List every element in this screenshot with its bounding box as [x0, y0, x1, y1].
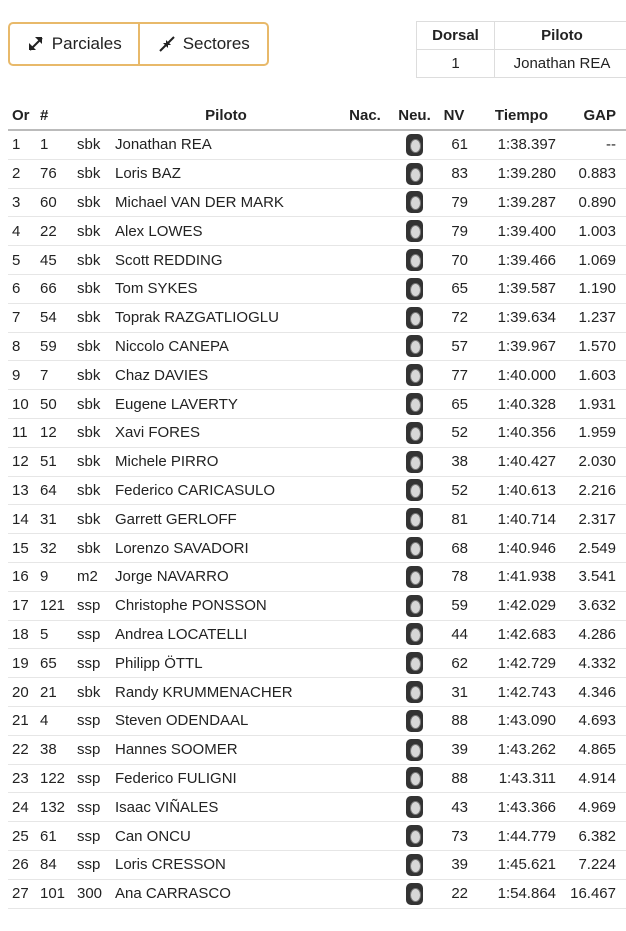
cell-gap: 2.030	[578, 453, 616, 471]
tyre-icon	[406, 652, 423, 674]
cell-rider: Federico FULIGNI	[115, 769, 237, 787]
cell-tyre	[393, 710, 436, 732]
cell-pos: 15	[12, 539, 29, 557]
cell-tyre	[393, 479, 436, 501]
cell-time: 1:40.613	[497, 481, 556, 499]
table-row[interactable]	[8, 649, 626, 678]
cell-number: 32	[40, 539, 57, 557]
tyre-icon	[406, 422, 423, 444]
cell-class: ssp	[77, 769, 101, 787]
cell-laps: 81	[451, 510, 468, 528]
tyre-icon	[406, 796, 423, 818]
table-row[interactable]	[8, 765, 626, 794]
cell-class: ssp	[77, 856, 101, 874]
cell-rider: Andrea LOCATELLI	[115, 625, 248, 643]
cell-gap: 4.693	[578, 712, 616, 730]
table-row[interactable]	[8, 275, 626, 304]
cell-tyre	[393, 191, 436, 213]
cell-number: 9	[40, 568, 49, 586]
cell-rider: Federico CARICASULO	[115, 481, 276, 499]
cell-time: 1:40.356	[497, 424, 556, 442]
cell-gap: 1.190	[578, 280, 616, 298]
cell-class: sbk	[77, 539, 101, 557]
table-row[interactable]	[8, 880, 626, 909]
cell-rider: Scott REDDING	[115, 251, 223, 269]
cell-rider: Toprak RAZGATLIOGLU	[115, 309, 279, 327]
table-row[interactable]	[8, 217, 626, 246]
cell-tyre	[393, 220, 436, 242]
cell-pos: 18	[12, 625, 29, 643]
cell-class: 300	[77, 885, 103, 903]
cell-tyre	[393, 681, 436, 703]
cell-tyre	[393, 566, 436, 588]
cell-tyre	[393, 307, 436, 329]
cell-gap: 7.224	[578, 856, 616, 874]
cell-laps: 65	[451, 280, 468, 298]
tyre-icon	[406, 739, 423, 761]
cell-gap: 2.317	[578, 510, 616, 528]
cell-pos: 26	[12, 856, 29, 874]
cell-laps: 88	[451, 712, 468, 730]
table-row[interactable]	[8, 246, 626, 275]
cell-pos: 8	[12, 337, 21, 355]
tyre-icon	[406, 134, 423, 156]
cell-laps: 79	[451, 193, 468, 211]
cell-time: 1:43.262	[497, 741, 556, 759]
cell-number: 5	[40, 625, 49, 643]
cell-laps: 38	[451, 453, 468, 471]
cell-class: ssp	[77, 597, 101, 615]
cell-number: 122	[40, 769, 66, 787]
cell-time: 1:40.427	[497, 453, 556, 471]
header-nv[interactable]: NV	[443, 107, 465, 124]
cell-laps: 62	[451, 654, 468, 672]
cell-laps: 78	[451, 568, 468, 586]
cell-pos: 5	[12, 251, 21, 269]
table-row[interactable]	[8, 822, 626, 851]
cell-time: 1:40.000	[497, 366, 556, 384]
cell-class: sbk	[77, 481, 101, 499]
cell-number: 66	[40, 280, 57, 298]
cell-time: 1:39.287	[497, 193, 556, 211]
cell-rider: Isaac VIÑALES	[115, 798, 219, 816]
tyre-icon	[406, 566, 423, 588]
header-nac[interactable]: Nac.	[349, 107, 381, 124]
header-num[interactable]: #	[40, 107, 49, 124]
summary-dorsal: 1	[417, 50, 495, 78]
tyre-icon	[406, 854, 423, 876]
cell-pos: 21	[12, 712, 29, 730]
cell-laps: 68	[451, 539, 468, 557]
cell-laps: 59	[451, 597, 468, 615]
table-row[interactable]	[8, 505, 626, 534]
table-row[interactable]	[8, 793, 626, 822]
cell-laps: 52	[451, 424, 468, 442]
cell-number: 65	[40, 654, 57, 672]
compress-arrows-icon	[157, 34, 177, 54]
cell-class: ssp	[77, 654, 101, 672]
cell-rider: Lorenzo SAVADORI	[115, 539, 249, 557]
tyre-icon	[406, 364, 423, 386]
cell-gap: 0.883	[578, 165, 616, 183]
header-tiempo[interactable]: Tiempo	[494, 107, 548, 124]
tyre-icon	[406, 681, 423, 703]
cell-gap: 2.549	[578, 539, 616, 557]
cell-class: ssp	[77, 625, 101, 643]
cell-pos: 4	[12, 222, 21, 240]
cell-time: 1:42.683	[497, 625, 556, 643]
cell-number: 84	[40, 856, 57, 874]
table-row[interactable]	[8, 333, 626, 362]
cell-tyre	[393, 854, 436, 876]
cell-tyre	[393, 163, 436, 185]
tyre-icon	[406, 451, 423, 473]
cell-class: sbk	[77, 683, 101, 701]
cell-tyre	[393, 623, 436, 645]
cell-class: sbk	[77, 136, 101, 154]
cell-gap: 1.603	[578, 366, 616, 384]
cell-time: 1:43.311	[498, 769, 556, 787]
cell-gap: 16.467	[570, 885, 616, 903]
cell-gap: 1.237	[578, 309, 616, 327]
cell-number: 38	[40, 741, 57, 759]
cell-class: sbk	[77, 366, 101, 384]
cell-number: 21	[40, 683, 57, 701]
cell-rider: Jorge NAVARRO	[115, 568, 229, 586]
cell-number: 59	[40, 337, 57, 355]
expand-arrows-icon	[26, 34, 46, 54]
summary-header-piloto: Piloto	[495, 22, 626, 50]
cell-rider: Jonathan REA	[115, 136, 212, 154]
tyre-icon	[406, 191, 423, 213]
cell-tyre	[393, 134, 436, 156]
cell-tyre	[393, 278, 436, 300]
cell-rider: Christophe PONSSON	[115, 597, 267, 615]
cell-time: 1:40.328	[497, 395, 556, 413]
cell-rider: Ana CARRASCO	[115, 885, 231, 903]
cell-gap: 1.570	[578, 337, 616, 355]
cell-time: 1:43.090	[497, 712, 556, 730]
cell-time: 1:43.366	[497, 798, 556, 816]
cell-gap: 6.382	[578, 827, 616, 845]
cell-class: sbk	[77, 309, 101, 327]
cell-gap: 4.286	[578, 625, 616, 643]
cell-pos: 13	[12, 481, 29, 499]
cell-number: 132	[40, 798, 66, 816]
cell-gap: 4.346	[578, 683, 616, 701]
sectores-label: Sectores	[182, 34, 250, 53]
cell-gap: 4.969	[578, 798, 616, 816]
table-row[interactable]	[8, 563, 626, 592]
cell-rider: Niccolo CANEPA	[115, 337, 229, 355]
tyre-icon	[406, 883, 423, 905]
cell-number: 101	[40, 885, 66, 903]
tyre-icon	[406, 163, 423, 185]
cell-tyre	[393, 652, 436, 674]
tyre-icon	[406, 825, 423, 847]
tyre-icon	[406, 508, 423, 530]
cell-rider: Chaz DAVIES	[115, 366, 209, 384]
parciales-button[interactable]	[10, 24, 138, 64]
table-row[interactable]	[8, 621, 626, 650]
cell-class: sbk	[77, 222, 101, 240]
table-body	[8, 131, 626, 909]
cell-laps: 43	[451, 798, 468, 816]
table-row[interactable]	[8, 361, 626, 390]
tyre-icon	[406, 479, 423, 501]
table-row[interactable]	[8, 707, 626, 736]
tyre-icon	[406, 249, 423, 271]
cell-tyre	[393, 883, 436, 905]
cell-class: sbk	[77, 193, 101, 211]
cell-pos: 14	[12, 510, 29, 528]
cell-tyre	[393, 508, 436, 530]
cell-number: 50	[40, 395, 57, 413]
cell-pos: 7	[12, 309, 21, 327]
cell-class: ssp	[77, 712, 101, 730]
cell-pos: 25	[12, 827, 29, 845]
cell-class: sbk	[77, 510, 101, 528]
cell-class: sbk	[77, 424, 101, 442]
cell-tyre	[393, 739, 436, 761]
cell-gap: 4.914	[578, 769, 616, 787]
cell-gap: 3.541	[578, 568, 616, 586]
cell-rider: Xavi FORES	[115, 424, 201, 442]
cell-pos: 19	[12, 654, 29, 672]
cell-laps: 73	[451, 827, 468, 845]
cell-class: m2	[77, 568, 98, 586]
cell-pos: 10	[12, 395, 29, 413]
cell-laps: 31	[451, 683, 468, 701]
cell-pos: 6	[12, 280, 21, 298]
cell-time: 1:39.466	[497, 251, 556, 269]
cell-number: 12	[40, 424, 57, 442]
table-row[interactable]	[8, 678, 626, 707]
cell-pos: 24	[12, 798, 29, 816]
cell-number: 7	[40, 366, 49, 384]
cell-gap: 3.632	[578, 597, 616, 615]
cell-number: 76	[40, 165, 57, 183]
cell-tyre	[393, 422, 436, 444]
cell-gap: --	[606, 136, 616, 154]
cell-pos: 27	[12, 885, 29, 903]
cell-laps: 44	[451, 625, 468, 643]
cell-tyre	[393, 393, 436, 415]
cell-pos: 16	[12, 568, 29, 586]
summary-piloto: Jonathan REA	[495, 50, 626, 78]
cell-laps: 77	[451, 366, 468, 384]
table-row[interactable]	[8, 736, 626, 765]
cell-rider: Steven ODENDAAL	[115, 712, 249, 730]
cell-time: 1:38.397	[497, 136, 556, 154]
cell-time: 1:39.967	[497, 337, 556, 355]
cell-tyre	[393, 451, 436, 473]
view-toggle	[8, 22, 269, 66]
cell-time: 1:39.634	[497, 309, 556, 327]
cell-number: 1	[40, 136, 49, 154]
cell-time: 1:41.938	[497, 568, 556, 586]
table-row[interactable]	[8, 534, 626, 563]
leader-summary-table	[416, 21, 626, 78]
cell-time: 1:39.587	[497, 280, 556, 298]
parciales-label: Parciales	[51, 34, 122, 53]
table-row[interactable]	[8, 160, 626, 189]
cell-pos: 23	[12, 769, 29, 787]
cell-laps: 88	[451, 769, 468, 787]
tyre-icon	[406, 278, 423, 300]
cell-laps: 22	[451, 885, 468, 903]
cell-pos: 9	[12, 366, 21, 384]
cell-rider: Hannes SOOMER	[115, 741, 238, 759]
cell-laps: 65	[451, 395, 468, 413]
header-or[interactable]: Or	[12, 107, 30, 124]
cell-rider: Loris CRESSON	[115, 856, 226, 874]
cell-pos: 11	[12, 424, 28, 442]
cell-tyre	[393, 796, 436, 818]
cell-tyre	[393, 537, 436, 559]
tyre-icon	[406, 710, 423, 732]
cell-class: sbk	[77, 395, 101, 413]
tyre-icon	[406, 595, 423, 617]
cell-number: 31	[40, 510, 57, 528]
cell-pos: 1	[12, 136, 21, 154]
cell-time: 1:39.280	[497, 165, 556, 183]
cell-rider: Eugene LAVERTY	[115, 395, 238, 413]
cell-time: 1:39.400	[497, 222, 556, 240]
cell-class: sbk	[77, 337, 101, 355]
tyre-icon	[406, 307, 423, 329]
cell-gap: 1.003	[578, 222, 616, 240]
cell-rider: Michele PIRRO	[115, 453, 219, 471]
cell-gap: 4.865	[578, 741, 616, 759]
header-piloto[interactable]: Piloto	[205, 107, 247, 124]
tyre-icon	[406, 623, 423, 645]
cell-number: 22	[40, 222, 57, 240]
cell-time: 1:45.621	[497, 856, 556, 874]
cell-number: 51	[40, 453, 57, 471]
cell-laps: 61	[451, 136, 468, 154]
cell-tyre	[393, 767, 436, 789]
cell-number: 61	[40, 827, 57, 845]
table-row[interactable]	[8, 851, 626, 880]
cell-laps: 79	[451, 222, 468, 240]
tyre-icon	[406, 537, 423, 559]
tyre-icon	[406, 393, 423, 415]
cell-class: sbk	[77, 165, 101, 183]
cell-rider: Garrett GERLOFF	[115, 510, 237, 528]
table-row[interactable]	[8, 477, 626, 506]
cell-rider: Alex LOWES	[115, 222, 203, 240]
table-row[interactable]	[8, 448, 626, 477]
tyre-icon	[406, 335, 423, 357]
cell-rider: Loris BAZ	[115, 165, 181, 183]
cell-rider: Philipp ÖTTL	[115, 654, 203, 672]
tyre-icon	[406, 220, 423, 242]
cell-number: 54	[40, 309, 57, 327]
header-neu[interactable]: Neu.	[398, 107, 431, 124]
cell-laps: 52	[451, 481, 468, 499]
cell-time: 1:42.029	[497, 597, 556, 615]
cell-tyre	[393, 825, 436, 847]
table-header	[8, 102, 626, 131]
cell-tyre	[393, 335, 436, 357]
cell-tyre	[393, 595, 436, 617]
cell-time: 1:40.714	[497, 510, 556, 528]
cell-number: 4	[40, 712, 49, 730]
table-row[interactable]	[8, 390, 626, 419]
cell-time: 1:54.864	[497, 885, 556, 903]
summary-header-dorsal: Dorsal	[417, 22, 495, 50]
cell-gap: 1.959	[578, 424, 616, 442]
cell-time: 1:40.946	[497, 539, 556, 557]
cell-gap: 4.332	[578, 654, 616, 672]
cell-tyre	[393, 249, 436, 271]
cell-laps: 83	[451, 165, 468, 183]
cell-number: 60	[40, 193, 57, 211]
header-gap[interactable]: GAP	[583, 107, 616, 124]
cell-pos: 17	[12, 597, 29, 615]
cell-pos: 20	[12, 683, 29, 701]
results-table	[8, 102, 626, 909]
tyre-icon	[406, 767, 423, 789]
table-row[interactable]	[8, 304, 626, 333]
cell-number: 64	[40, 481, 57, 499]
cell-class: ssp	[77, 798, 101, 816]
cell-pos: 12	[12, 453, 29, 471]
cell-laps: 57	[451, 337, 468, 355]
cell-time: 1:42.729	[497, 654, 556, 672]
cell-class: ssp	[77, 827, 101, 845]
cell-pos: 2	[12, 165, 21, 183]
cell-rider: Tom SYKES	[115, 280, 198, 298]
sectores-button[interactable]	[138, 24, 268, 64]
cell-class: sbk	[77, 280, 101, 298]
cell-rider: Can ONCU	[115, 827, 191, 845]
cell-gap: 0.890	[578, 193, 616, 211]
cell-gap: 1.931	[578, 395, 616, 413]
cell-tyre	[393, 364, 436, 386]
cell-pos: 22	[12, 741, 29, 759]
cell-time: 1:44.779	[497, 827, 556, 845]
table-row[interactable]	[8, 189, 626, 218]
cell-class: sbk	[77, 251, 101, 269]
cell-gap: 1.069	[578, 251, 616, 269]
cell-time: 1:42.743	[497, 683, 556, 701]
cell-class: sbk	[77, 453, 101, 471]
cell-pos: 3	[12, 193, 21, 211]
table-row[interactable]	[8, 419, 626, 448]
cell-number: 45	[40, 251, 57, 269]
cell-class: ssp	[77, 741, 101, 759]
table-row[interactable]	[8, 131, 626, 160]
cell-number: 121	[40, 597, 66, 615]
cell-laps: 70	[451, 251, 468, 269]
cell-rider: Michael VAN DER MARK	[115, 193, 284, 211]
cell-gap: 2.216	[578, 481, 616, 499]
cell-laps: 72	[451, 309, 468, 327]
table-row[interactable]	[8, 592, 626, 621]
cell-laps: 39	[451, 741, 468, 759]
cell-laps: 39	[451, 856, 468, 874]
cell-rider: Randy KRUMMENACHER	[115, 683, 293, 701]
